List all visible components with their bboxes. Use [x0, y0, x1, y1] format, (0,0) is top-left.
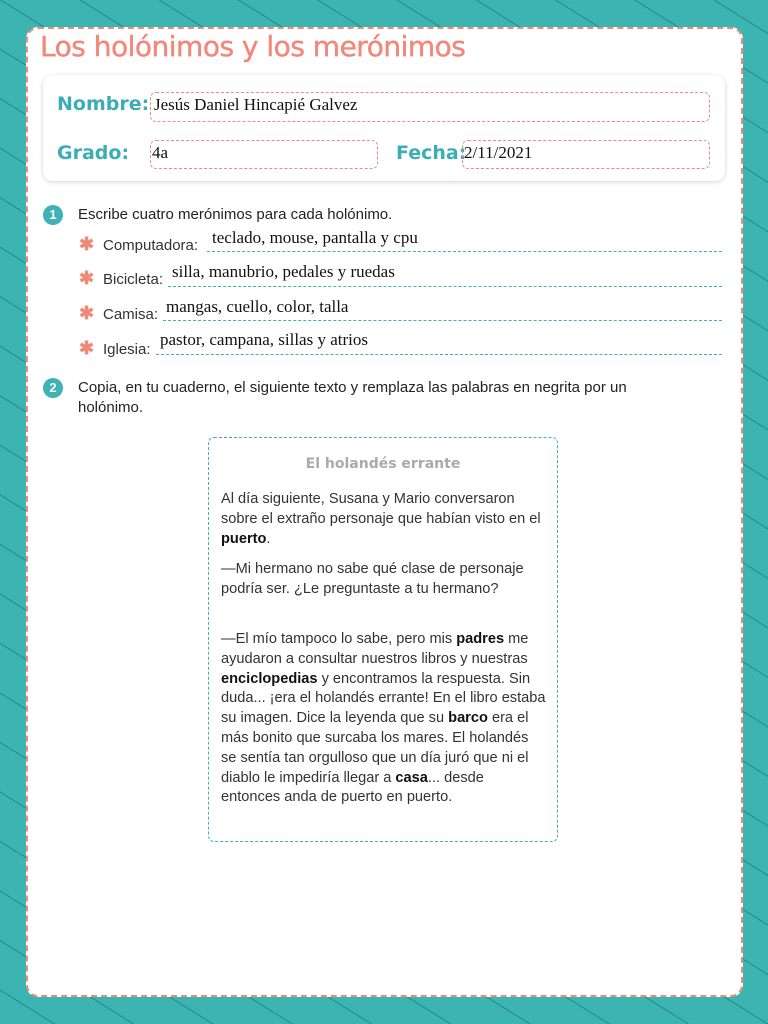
- grade-label: Grado:: [57, 142, 130, 164]
- asterisk-bullet-icon: ✱: [79, 268, 95, 288]
- asterisk-bullet-icon: ✱: [79, 338, 95, 358]
- grade-field[interactable]: [150, 140, 378, 169]
- answer-line-camisa[interactable]: [163, 320, 722, 321]
- activity-number-1: 1: [43, 205, 63, 225]
- answer-line-bicicleta[interactable]: [168, 286, 722, 287]
- story-box: [208, 437, 558, 842]
- holonym-label-computadora: Computadora:: [103, 237, 199, 254]
- asterisk-bullet-icon: ✱: [79, 303, 95, 323]
- story-title: El holandés errante: [305, 456, 461, 472]
- meronym-answer-computadora: teclado, mouse, pantalla y cpu: [212, 228, 418, 247]
- bold-word-barco: barco: [448, 710, 488, 727]
- name-label: Nombre:: [57, 93, 150, 115]
- story-paragraph-2: —Mi hermano no sabe qué clase de personaje podría ser. ¿Le preguntaste a tu hermano?: [221, 561, 524, 597]
- name-value: Jesús Daniel Hincapié Galvez: [154, 95, 358, 114]
- meronym-answer-camisa: mangas, cuello, color, talla: [166, 297, 349, 316]
- activity-number-2: 2: [43, 378, 63, 398]
- bold-word-casa: casa: [395, 769, 428, 786]
- meronym-answer-bicicleta: silla, manubrio, pedales y ruedas: [172, 262, 395, 281]
- holonym-label-iglesia: Iglesia:: [103, 341, 151, 358]
- story-paragraph-1: Al día siguiente, Susana y Mario conversaron sobre el extraño personaje que habían visto en el puerto.: [221, 491, 541, 547]
- asterisk-bullet-icon: ✱: [79, 234, 95, 254]
- holonym-label-camisa: Camisa:: [103, 306, 159, 323]
- name-field[interactable]: [150, 92, 710, 122]
- bold-word-puerto: puerto: [221, 530, 267, 547]
- grade-value: 4a: [152, 143, 169, 162]
- date-label: Fecha:: [396, 142, 467, 164]
- page-title: Los holónimos y los merónimos: [40, 30, 466, 63]
- bold-word-enciclopedias: enciclopedias: [221, 670, 318, 687]
- meronym-answer-iglesia: pastor, campana, sillas y atrios: [160, 330, 368, 349]
- holonym-label-bicicleta: Bicicleta:: [103, 271, 164, 288]
- activity-2-instruction-line-1: Copia, en tu cuaderno, el siguiente texto y remplaza las palabras en negrita por un: [78, 379, 627, 396]
- activity-1-instruction: Escribe cuatro merónimos para cada holónimo.: [78, 206, 393, 223]
- answer-line-iglesia[interactable]: [156, 354, 722, 355]
- story-paragraph-3: —El mío tampoco lo sabe, pero mis padres me ayudaron a consultar nuestros libros y nuestras enciclopedias y encontramos la respuesta. Sin duda... ¡era el holandés errante! En el libro estaba su imagen. Dice la leyenda que su barco era el más bonito que surcaba los mares. El holandés se sentía tan orgulloso que un día juró que ni el diablo le impediría llegar a casa... desde entonces anda de puerto en puerto.: [221, 631, 546, 806]
- date-field[interactable]: [462, 140, 710, 169]
- activity-2-instruction-line-2: holónimo.: [78, 399, 144, 416]
- answer-line-computadora[interactable]: [207, 251, 722, 252]
- bold-word-padres: padres: [456, 631, 505, 647]
- date-value: 2/11/2021: [464, 143, 533, 162]
